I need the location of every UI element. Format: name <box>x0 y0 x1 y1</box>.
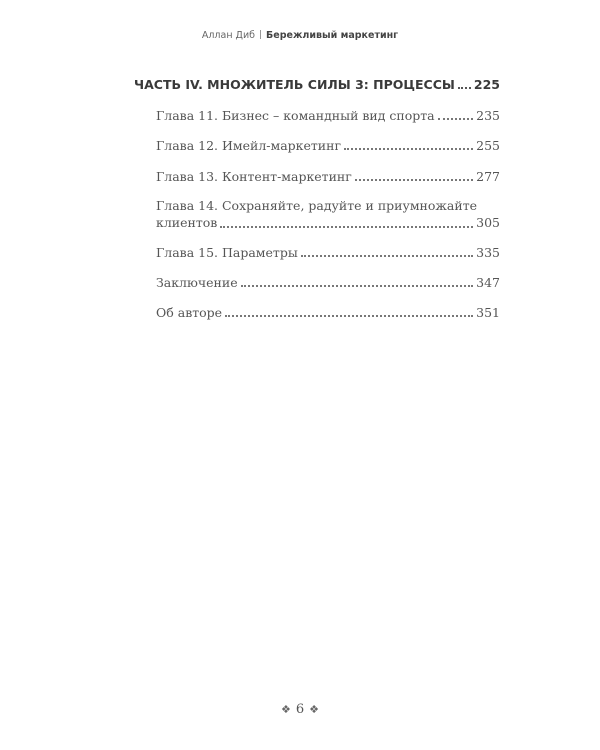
toc-entry-chapter-11[interactable] <box>156 108 500 123</box>
dot-leader <box>220 226 473 228</box>
header-author: Аллан Диб <box>201 30 256 41</box>
dot-leader <box>438 118 474 120</box>
toc-entry-label-line2: клиентов <box>156 215 218 230</box>
toc-entry-chapter-12[interactable] <box>156 138 500 153</box>
dot-leader <box>344 148 473 150</box>
toc-entry-page: 255 <box>476 138 500 153</box>
toc-entry-label: Заключение <box>156 275 238 290</box>
page-number: 6 <box>295 702 305 717</box>
toc-part-label: ЧАСТЬ IV. МНОЖИТЕЛЬ СИЛЫ 3: ПРОЦЕССЫ <box>134 77 455 92</box>
toc-entry-label-line1: Глава 14. Сохраняйте, радуйте и приумножайте <box>156 198 478 213</box>
dot-leader <box>458 87 471 89</box>
toc-part-iv[interactable] <box>134 74 500 92</box>
toc-entry-page: 351 <box>476 305 500 320</box>
toc-entry-label: Глава 13. Контент-маркетинг <box>156 169 352 184</box>
table-of-contents <box>134 74 500 320</box>
toc-entry-page: 335 <box>476 245 500 260</box>
toc-entry-chapter-14[interactable] <box>156 197 500 231</box>
ornament-icon: ❖ <box>309 703 320 716</box>
toc-entry-label: Глава 12. Имейл-маркетинг <box>156 138 342 153</box>
header-separator <box>260 30 261 39</box>
toc-entry-page: 235 <box>476 108 500 123</box>
dot-leader <box>241 285 474 287</box>
ornament-icon: ❖ <box>280 703 291 716</box>
toc-entry-chapter-13[interactable] <box>156 169 500 184</box>
toc-entry-label: Об авторе <box>156 305 223 320</box>
toc-entry-label: Глава 11. Бизнес – командный вид спорта <box>156 108 435 123</box>
running-header <box>0 30 600 41</box>
toc-entry-page: 347 <box>476 275 500 290</box>
toc-entry-page: 305 <box>476 215 500 230</box>
toc-entry-conclusion[interactable] <box>156 275 500 290</box>
dot-leader <box>225 315 473 317</box>
toc-entry-label: Глава 15. Параметры <box>156 245 298 260</box>
toc-entry-page: 277 <box>476 169 500 184</box>
header-book-title: Бережливый маркетинг <box>266 30 399 41</box>
dot-leader <box>301 255 473 257</box>
dot-leader <box>355 179 473 181</box>
toc-entry-about-author[interactable] <box>156 305 500 320</box>
toc-part-page: 225 <box>473 77 500 92</box>
toc-entry-chapter-15[interactable] <box>156 245 500 260</box>
page-folio <box>0 702 600 717</box>
